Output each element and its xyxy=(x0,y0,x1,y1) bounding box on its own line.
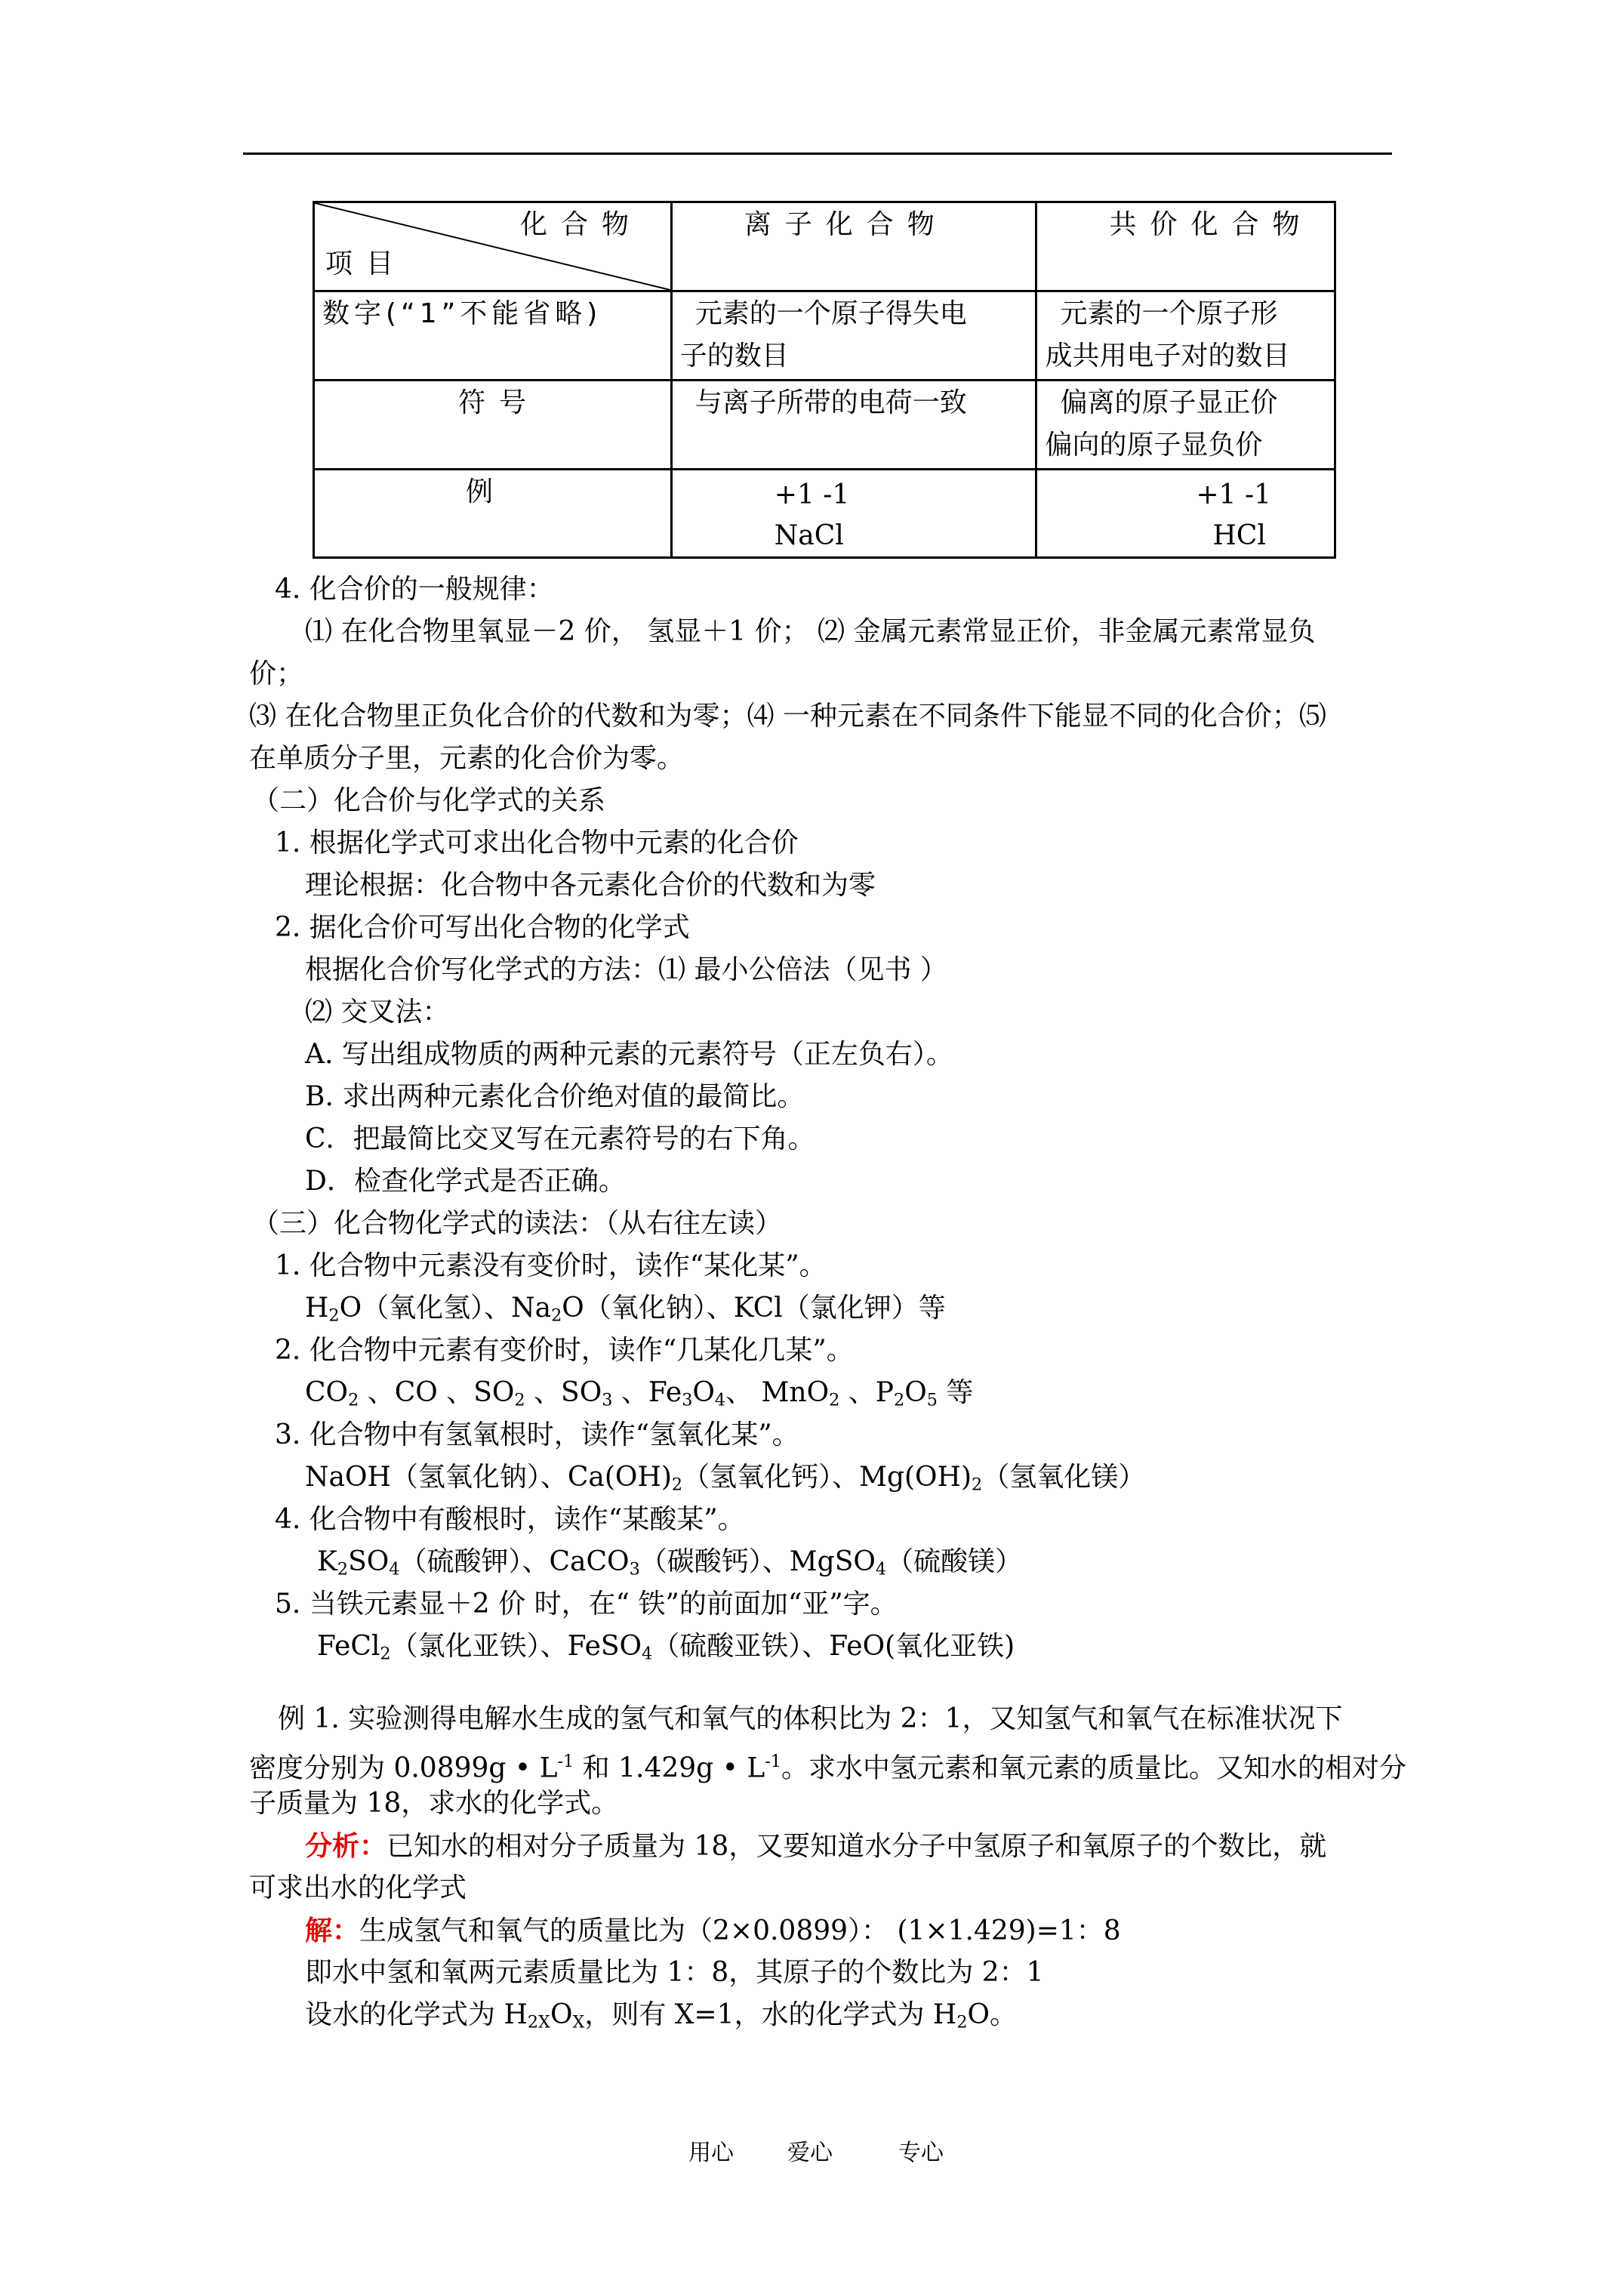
formula-text: （氢氧化镁） xyxy=(982,1462,1146,1493)
solution-line: 即水中氢和氧两元素质量比为 1：8，其原子的个数比为 2：1 xyxy=(305,1957,1044,1988)
subscript: 4 xyxy=(642,1644,653,1664)
formula-text: O xyxy=(692,1377,715,1408)
subscript: 4 xyxy=(389,1559,400,1579)
subscript: 5 xyxy=(926,1390,938,1410)
analysis-line: 分析：已知水的相对分子质量为 18，又要知道水分子中氢原子和氧原子的个数比，就 xyxy=(305,1830,1327,1862)
section-heading: （二）化合价与化学式的关系 xyxy=(252,785,606,816)
formula-text: FeCl xyxy=(317,1631,380,1662)
example-line: 子质量为 18，求水的化学式。 xyxy=(249,1788,619,1819)
subscript: 4 xyxy=(875,1559,887,1579)
formula-text: K xyxy=(317,1546,337,1577)
covalent-header: 共价化合物 xyxy=(1109,209,1313,240)
formula-text: 、Fe xyxy=(612,1377,682,1408)
text-line: 2. 据化合价可写出化合物的化学式 xyxy=(275,912,690,943)
subscript: 2 xyxy=(894,1390,905,1410)
table-row xyxy=(314,381,1335,470)
corner-header-cell xyxy=(314,202,672,291)
formula-text: （氢氧化钙）、Mg(OH) xyxy=(682,1462,972,1493)
formula-line xyxy=(317,1625,1015,1676)
covalent-header-cell xyxy=(1036,202,1335,291)
formula-text: O（氧化氢）、Na xyxy=(339,1293,552,1324)
formula-text: O（氧化钠）、KCl（氯化钾）等 xyxy=(562,1293,946,1324)
section-heading: （三）化合物化学式的读法：（从右往左读） xyxy=(252,1208,783,1239)
table-cell: 偏向的原子显负价 xyxy=(1045,430,1263,461)
table-cell: +1 -1 xyxy=(774,479,850,510)
formula-text: 、P xyxy=(839,1377,894,1408)
formula-text: CO xyxy=(305,1377,349,1408)
formula-text: （硫酸亚铁）、FeO(氧化亚铁) xyxy=(652,1631,1015,1662)
text-line: 1. 化合物中元素没有变价时，读作“某化某”。 xyxy=(275,1250,827,1281)
table-cell: 子的数目 xyxy=(679,341,789,371)
row-label: 数字(“1”不能省略) xyxy=(322,298,602,329)
formula-text: 、 MnO xyxy=(725,1377,830,1408)
table-cell: 与离子所带的电荷一致 xyxy=(694,387,967,418)
formula-text: O xyxy=(904,1377,927,1408)
footer-text: 用心 xyxy=(688,2140,734,2166)
footer-text: 爱心 xyxy=(787,2140,833,2166)
text-line: 1. 根据化学式可求出化合物中元素的化合价 xyxy=(275,827,799,858)
text-line: 理论根据：化合物中各元素化合价的代数和为零 xyxy=(305,870,876,901)
text-line: 根据化合价写化学式的方法：⑴ 最小公倍法（见书 ） xyxy=(305,954,947,985)
formula-text: 、SO xyxy=(525,1377,602,1408)
text-line: B. 求出两种元素化合价绝对值的最简比。 xyxy=(305,1081,805,1112)
ionic-header-cell xyxy=(671,202,1036,291)
formula-text: （碳酸钙）、MgSO xyxy=(639,1546,876,1577)
formula-text: H xyxy=(305,1293,329,1324)
subscript: 2 xyxy=(829,1390,840,1410)
analysis-label: 分析： xyxy=(305,1830,387,1862)
analysis-line: 可求出水的化学式 xyxy=(249,1872,467,1903)
text-line: ⑶ 在化合物里正负化合价的代数和为零；⑷ 一种元素在不同条件下能显不同的化合价；⑸ xyxy=(249,701,1326,732)
subscript: 2 xyxy=(514,1390,525,1410)
table-cell: HCl xyxy=(1212,520,1266,551)
text-line: ⑴ 在化合物里氧显－2 价， 氢显＋1 价； ⑵ 金属元素常显正价，非金属元素常显负 xyxy=(305,616,1316,647)
text-line: C．把最简比交叉写在元素符号的右下角。 xyxy=(305,1123,815,1154)
subscript: 2 xyxy=(380,1644,391,1664)
text-line: 2. 化合物中元素有变价时，读作“几某化几某”。 xyxy=(275,1335,854,1366)
table-row xyxy=(314,291,1335,381)
subscript: 2 xyxy=(337,1559,349,1579)
subscript: 2 xyxy=(972,1475,983,1495)
formula-text: （硫酸镁） xyxy=(886,1546,1023,1577)
subscript: 2 xyxy=(671,1475,683,1495)
text-line: D．检查化学式是否正确。 xyxy=(305,1166,626,1197)
table-cell: 元素的一个原子得失电 xyxy=(694,298,967,329)
header-rule xyxy=(243,153,1392,155)
table-cell: NaCl xyxy=(774,520,844,551)
corner-bottom-label: 项目 xyxy=(325,248,408,279)
text-line: 在单质分子里，元素的化合价为零。 xyxy=(249,743,685,774)
text-line: ⑵ 交叉法： xyxy=(305,997,450,1028)
row-label: 例 xyxy=(466,476,494,507)
table-cell: 成共用电子对的数目 xyxy=(1045,341,1290,371)
text-line: 5. 当铁元素显＋2 价 时，在“ 铁”的前面加“亚”字。 xyxy=(275,1589,898,1620)
solution-line: 解：生成氢气和氧气的质量比为（2×0.0899）： (1×1.429)=1：8 xyxy=(305,1915,1121,1946)
example-line: 例 1. 实验测得电解水生成的氢气和氧气的体积比为 2：1，又知氢气和氧气在标准状况下 xyxy=(278,1703,1343,1734)
formula-text: 、CO 、SO xyxy=(359,1377,515,1408)
subscript: 3 xyxy=(682,1390,693,1410)
ionic-header: 离子化合物 xyxy=(744,209,948,240)
footer-text: 专心 xyxy=(898,2140,944,2166)
corner-top-label: 化合物 xyxy=(520,209,643,240)
row-label: 符号 xyxy=(458,387,540,418)
table-cell: +1 -1 xyxy=(1196,479,1272,510)
subscript: 2 xyxy=(328,1305,340,1326)
table-cell: 偏离的原子显正价 xyxy=(1060,387,1278,418)
text-line: 价； xyxy=(249,658,304,689)
formula-text: （氯化亚铁）、FeSO xyxy=(390,1631,642,1662)
example-line: 密度分别为 0.0899g • $L^{-1}$ 和 1.429g • $L^{-1}$。求水中氢元素和氧元素的质量比。又知水的相对分 xyxy=(249,1752,1407,1784)
text-line: 4. 化合价的一般规律： xyxy=(275,574,554,605)
subscript: 3 xyxy=(629,1559,640,1579)
text-line: A. 写出组成物质的两种元素的元素符号（正左负右）。 xyxy=(305,1039,953,1070)
subscript: 2 xyxy=(551,1305,562,1326)
formula-text: （硫酸钾）、CaCO xyxy=(399,1546,630,1577)
subscript: 4 xyxy=(714,1390,726,1410)
text-line: 3. 化合物中有氢氧根时，读作“氢氧化某”。 xyxy=(275,1419,799,1450)
text-line: 4. 化合物中有酸根时，读作“某酸某”。 xyxy=(275,1504,745,1535)
solution-label: 解： xyxy=(305,1915,360,1946)
table-cell: 元素的一个原子形 xyxy=(1060,298,1278,329)
formula-text: 等 xyxy=(937,1377,974,1408)
subscript: 3 xyxy=(602,1390,613,1410)
table-row xyxy=(314,470,1335,558)
formula-text: NaOH（氢氧化钠）、Ca(OH) xyxy=(305,1462,672,1493)
formula-text: SO xyxy=(348,1546,390,1577)
solution-line: 设水的化学式为 $H_{2X}O_X$，则有 X=1，水的化学式为 $H_2O$。 xyxy=(305,1999,1018,2032)
subscript: 2 xyxy=(348,1390,359,1410)
valence-comparison-table xyxy=(313,201,1336,559)
table-header-row xyxy=(314,202,1335,291)
